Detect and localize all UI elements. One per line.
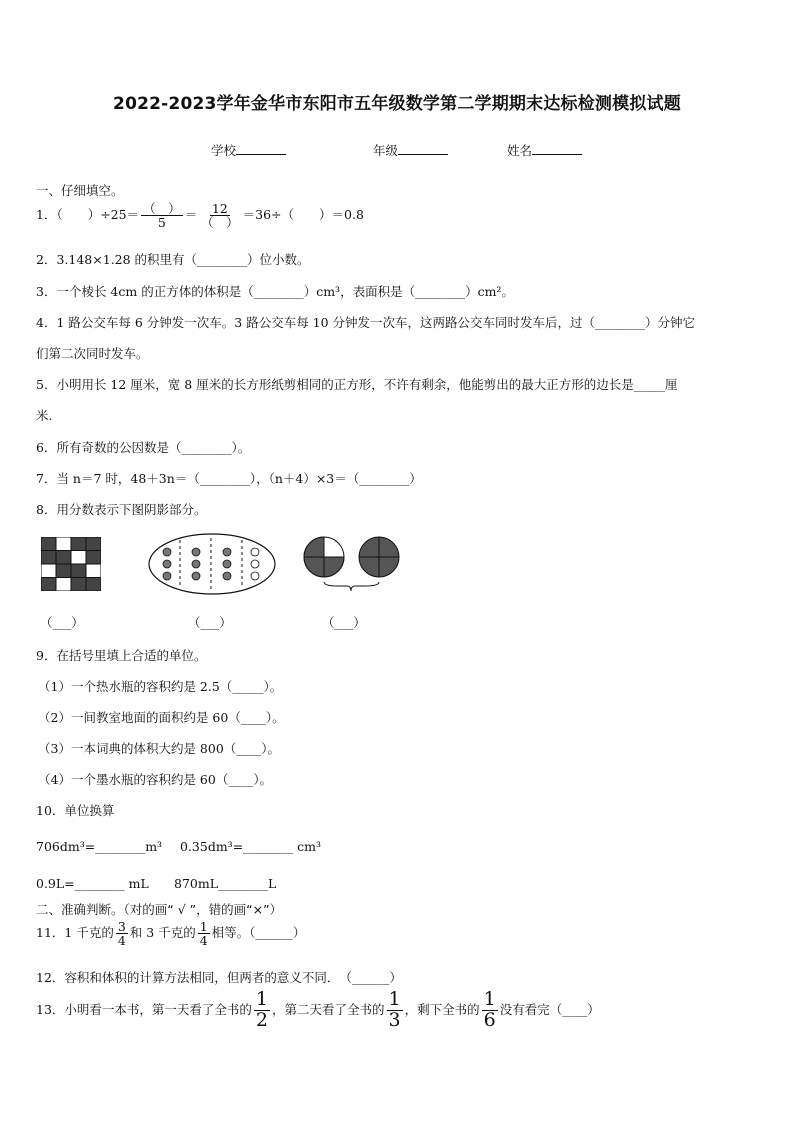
q9-item-1: （1）一个热水瓶的容积约是 2.5（_____）。 bbox=[38, 679, 283, 694]
q11-fraction-2: $\frac{1}{4}$ bbox=[199, 919, 208, 949]
q1-text-b: ＝36÷（ ）＝0.8 bbox=[242, 207, 364, 223]
grade-blank[interactable] bbox=[398, 142, 448, 155]
q13-fraction-1: $\frac{1}{2}$ bbox=[255, 988, 269, 1031]
q10-conversion-1: 706dm³=________m³ bbox=[36, 839, 163, 854]
question-13: 13．小明看一本书，第一天看了全书的 $\frac{1}{2}$ ，第二天看了全书的 $\frac{1}{3}$ ，剩下全书的 $\frac{1}{6}$ 没有看完（____） bbox=[36, 988, 600, 1031]
q8-grid-figure bbox=[41, 537, 101, 591]
question-7: 7．当 n＝7 时，48＋3n＝（________），（n＋4）×3＝（________） bbox=[36, 471, 422, 486]
school-blank[interactable] bbox=[236, 142, 286, 155]
q10-conversion-3: 0.9L=________ mL bbox=[36, 876, 149, 891]
school-label: 学校 bbox=[211, 143, 237, 158]
name-label: 姓名 bbox=[507, 143, 533, 158]
question-9: 9．在括号里填上合适的单位。 bbox=[36, 648, 207, 663]
question-11: 11．1 千克的 $\frac{3}{4}$ 和 3 千克的 $\frac{1}{4}$ 相等。（______） bbox=[36, 919, 306, 949]
q8-answer-1[interactable]: （___） bbox=[40, 615, 84, 630]
q8-answer-2[interactable]: （___） bbox=[188, 615, 232, 630]
question-5-line-1: 5．小明用长 12 厘米，宽 8 厘米的长方形纸剪相同的正方形，不许有剩余，他能剪出的最大正方形的边长是_____厘 bbox=[36, 377, 678, 392]
q8-circles-figure bbox=[303, 536, 403, 596]
q8-oval-dots-figure bbox=[147, 532, 277, 596]
name-field bbox=[507, 141, 582, 159]
q1-text-a: 1．（ ）÷25＝ bbox=[36, 207, 140, 223]
q1-equals: ＝ bbox=[184, 207, 198, 223]
q9-item-2: （2）一间教室地面的面积约是 60（____）。 bbox=[38, 710, 285, 725]
q1-fraction-2: $\frac{12}{( )}$ bbox=[201, 201, 239, 231]
question-6: 6．所有奇数的公因数是（________）。 bbox=[36, 440, 251, 455]
q9-item-3: （3）一本词典的体积大约是 800（____）。 bbox=[38, 741, 281, 756]
section-1-heading: 一、仔细填空。 bbox=[36, 183, 124, 198]
q8-answer-3[interactable]: （___） bbox=[322, 615, 366, 630]
question-12: 12．容积和体积的计算方法相同，但两者的意义不同． （______） bbox=[36, 970, 402, 985]
question-2: 2．3.148×1.28 的积里有（________）位小数。 bbox=[36, 252, 310, 267]
q10-conversion-4: 870mL________L bbox=[174, 876, 277, 891]
question-3: 3．一个棱长 4cm 的正方体的体积是（________）cm³，表面积是（________）cm²。 bbox=[36, 284, 514, 299]
question-4-line-1: 4．1 路公交车每 6 分钟发一次车。3 路公交车每 10 分钟发一次车，这两路公交车同时发车后，过（________）分钟它 bbox=[36, 315, 696, 330]
q13-fraction-2: $\frac{1}{3}$ bbox=[388, 988, 401, 1031]
q10-conversion-2: 0.35dm³=________ cm³ bbox=[180, 839, 322, 854]
name-blank[interactable] bbox=[532, 142, 582, 155]
question-4-line-2: 们第二次同时发车。 bbox=[36, 346, 149, 361]
grade-label: 年级 bbox=[373, 143, 399, 158]
question-1 bbox=[36, 202, 364, 229]
q11-fraction-1: $\frac{3}{4}$ bbox=[117, 919, 126, 949]
question-10: 10．单位换算 bbox=[36, 803, 115, 818]
question-8: 8．用分数表示下图阴影部分。 bbox=[36, 502, 207, 517]
grade-field bbox=[373, 141, 448, 159]
page-title: 2022-2023学年金华市东阳市五年级数学第二学期期末达标检测模拟试题 bbox=[113, 94, 681, 114]
school-field bbox=[211, 141, 286, 159]
q1-fraction-1: $\frac{( )}{5}$ bbox=[143, 201, 181, 231]
section-2-heading: 二、准确判断。（对的画“ √ ”，错的画“×”） bbox=[36, 902, 283, 917]
q13-fraction-3: $\frac{1}{6}$ bbox=[483, 988, 496, 1031]
question-5-line-2: 米. bbox=[36, 408, 53, 423]
q9-item-4: （4）一个墨水瓶的容积约是 60（____）。 bbox=[38, 772, 273, 787]
